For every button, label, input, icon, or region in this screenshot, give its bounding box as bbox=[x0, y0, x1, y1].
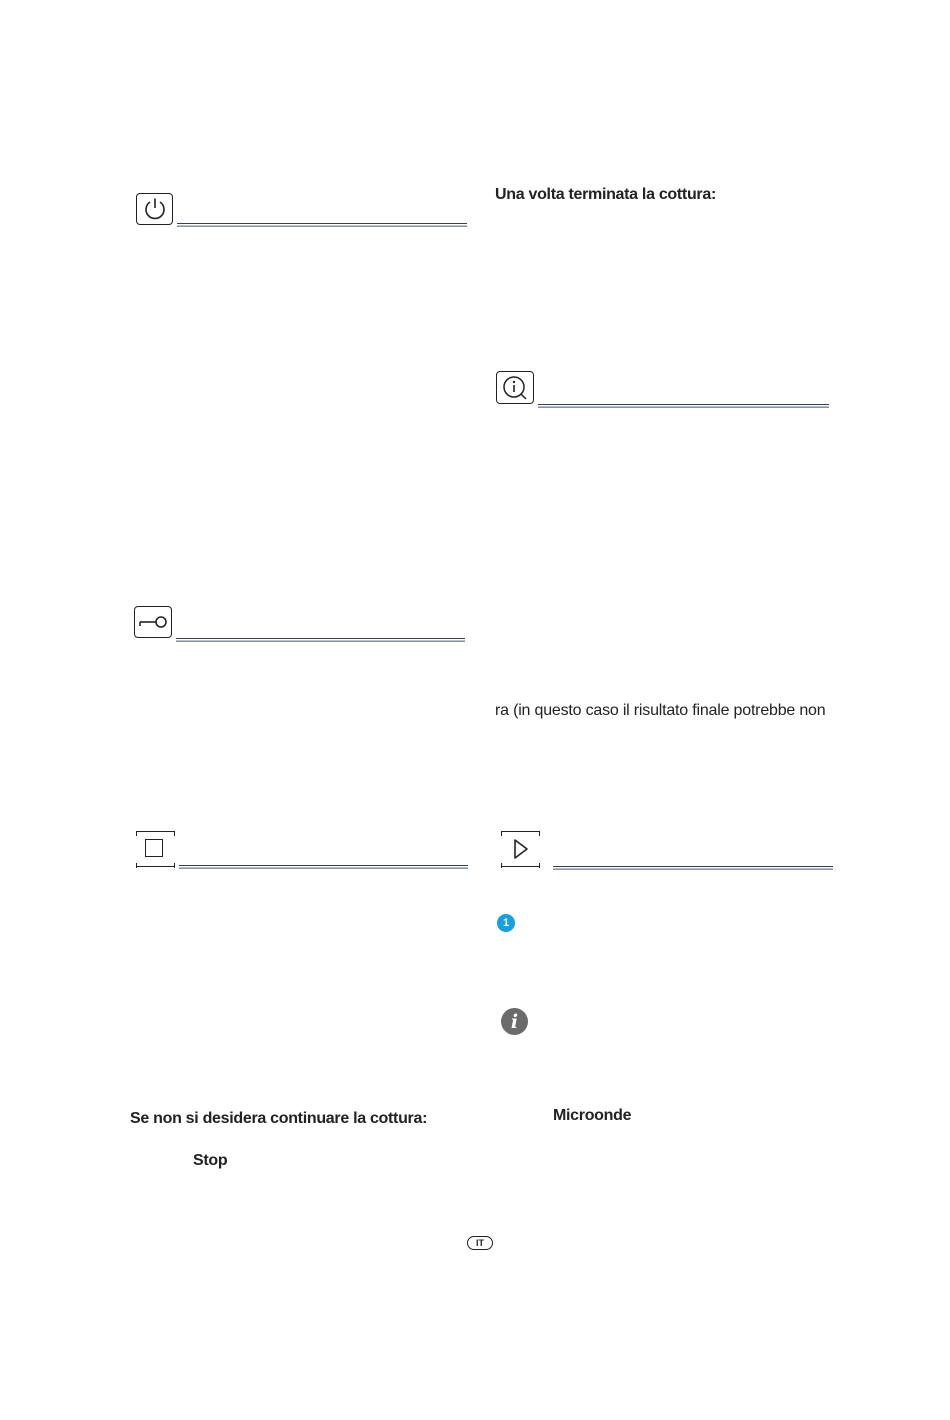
section-rule-stop bbox=[179, 865, 468, 866]
stop-square-icon bbox=[136, 831, 175, 867]
stop-heading: Se non si desidera continuare la cottura: bbox=[130, 1110, 428, 1127]
stop-label: Stop bbox=[193, 1152, 228, 1169]
info-circle-icon: i bbox=[501, 1008, 528, 1035]
microwave-label: Microonde bbox=[553, 1107, 632, 1124]
step-badge: 1 bbox=[497, 914, 515, 932]
section-rule-power bbox=[177, 223, 467, 224]
section-rule-info bbox=[538, 404, 829, 405]
end-cooking-heading: Una volta terminata la cottura: bbox=[495, 186, 716, 203]
key-lock-icon bbox=[134, 606, 172, 638]
play-triangle-icon bbox=[501, 831, 540, 867]
language-badge: IT bbox=[467, 1236, 493, 1250]
section-rule-start bbox=[553, 866, 833, 867]
info-bubble-icon bbox=[496, 371, 534, 404]
power-icon bbox=[136, 193, 173, 225]
section-rule-lock bbox=[176, 638, 465, 639]
body-fragment-line: ra (in questo caso il risultato finale potrebbe non bbox=[495, 702, 826, 719]
